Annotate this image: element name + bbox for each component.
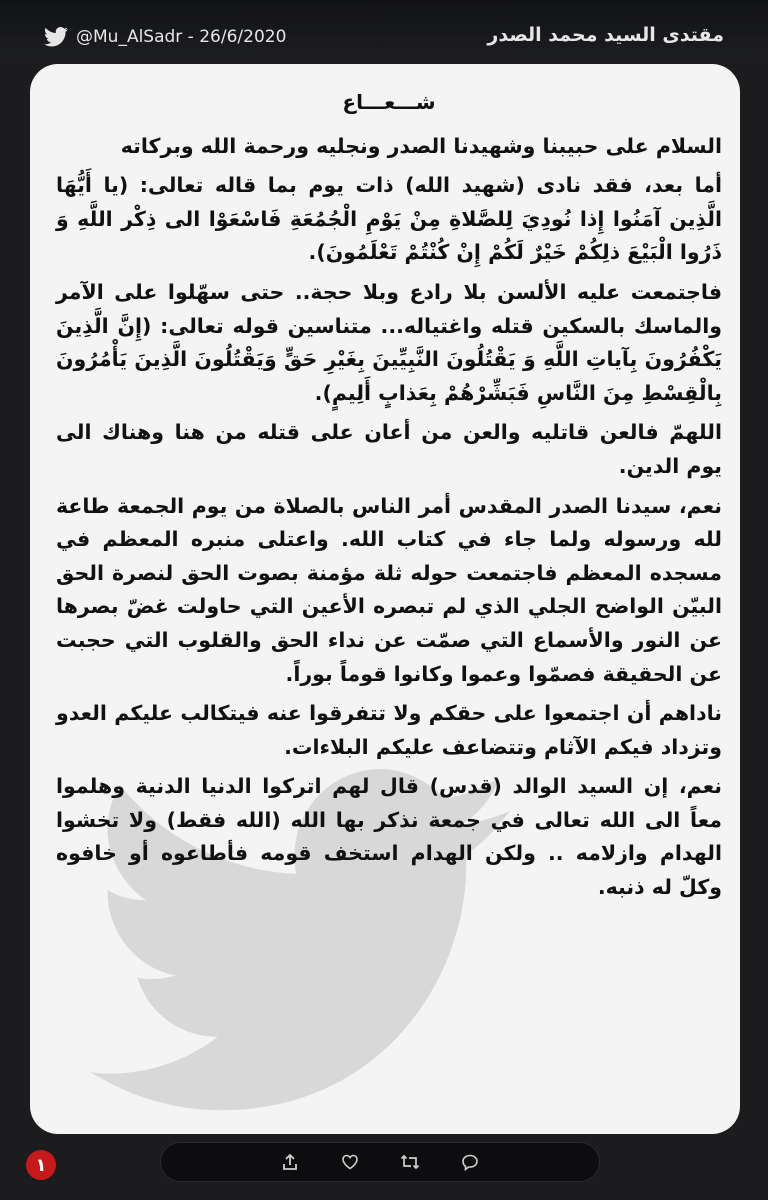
paragraph-curse: اللهمّ فالعن قاتليه والعن من أعان على قتله من هنا وهناك الى يوم الدين. (56, 420, 722, 478)
heart-icon (341, 1153, 359, 1171)
paragraph-call: أما بعد، فقد نادى (شهيد الله) ذات يوم بما قاله تعالى: (يا أَيُّهَا الَّذِين آمَنُوا إِذا نُودِيَ لِلصَّلاةِ مِنْ يَوْمِ الْجُمُعَةِ فَاسْعَوْا الى ذِكْر اللَّهِ وَ ذَرُوا الْبَيْعَ ذلِكُمْ خَيْرٌ لَكُمْ إِنْ كُنْتُمْ تَعْلَمُونَ). (56, 173, 722, 265)
retweet-icon (400, 1153, 420, 1171)
tweet-actions-bar (160, 1142, 600, 1182)
like-button[interactable] (339, 1151, 361, 1173)
handle-text: @Mu_AlSadr - 26/6/2020 (76, 27, 287, 47)
paragraph-tongues: فاجتمعت عليه الألسن بلا رادع وبلا حجة.. حتى سهّلوا على الآمر والماسك بالسكين قتله واغتياله... متناسين قوله تعالى: (إِنَّ الَّذِينَ يَكْفُرُونَ بِآياتِ اللَّهِ وَ يَقْتُلُونَ النَّبِيِّينَ بِغَيْرِ حَقٍّ وَيَقْتُلُونَ الَّذِينَ يَأْمُرُونَ بِالْقِسْطِ مِنَ النَّاسِ فَبَشِّرْهُمْ بِعَذابٍ أَلِيمٍ). (56, 279, 722, 405)
paragraph-greeting: السلام على حبيبنا وشهيدنا الصدر ونجليه ورحمة الله وبركاته (120, 133, 722, 158)
paragraph-unite: ناداهم أن اجتمعوا على حقكم ولا تتفرقوا عنه فيتكالب عليكم العدو وتزداد فيكم الآثام وتتضاعف عليكم البلاءات. (56, 701, 722, 759)
page-number-badge: ١ (26, 1150, 56, 1180)
post-body (56, 86, 722, 911)
share-icon (281, 1153, 299, 1171)
reply-icon (461, 1153, 479, 1171)
tweet-card (30, 64, 740, 1134)
author-name: مقتدى السيد محمد الصدر (487, 24, 724, 46)
paragraph-prayer: نعم، سيدنا الصدر المقدس أمر الناس بالصلاة من يوم الجمعة طاعة لله ورسوله ولما جاء في كتاب الله. واعتلى منبره المعظم في مسجده المعظم فاجتمعت حوله ثلة مؤمنة بصوت الحق لنصرة الحق البيّن الواضح الجلي الذي لم تبصره الأعين التي حاولت غضّ بصرها عن النور والأسماع التي صمّت عن نداء الحق والقلوب التي حجبت عن الحقيقة فصمّوا وعموا وكانوا قوماً بوراً. (56, 493, 722, 686)
twitter-bird-icon (44, 27, 68, 47)
post-title: شـــعـــاع (342, 90, 436, 114)
retweet-button[interactable] (399, 1151, 421, 1173)
header-bar (0, 0, 768, 62)
share-button[interactable] (279, 1151, 301, 1173)
reply-button[interactable] (459, 1151, 481, 1173)
tweet-handle-date[interactable] (44, 22, 286, 52)
paragraph-closing: نعم، إن السيد الوالد (قدس) قال لهم اتركوا الدنيا الدنية وهلموا معاً الى الله تعالى في جمعة نذكر بها الله (الله فقط) ولا تخشوا الهدام وازلامه .. ولكن الهدام استخف قومه فأطاعوه أو خافوه وكلّ له ذنبه. (56, 774, 722, 900)
